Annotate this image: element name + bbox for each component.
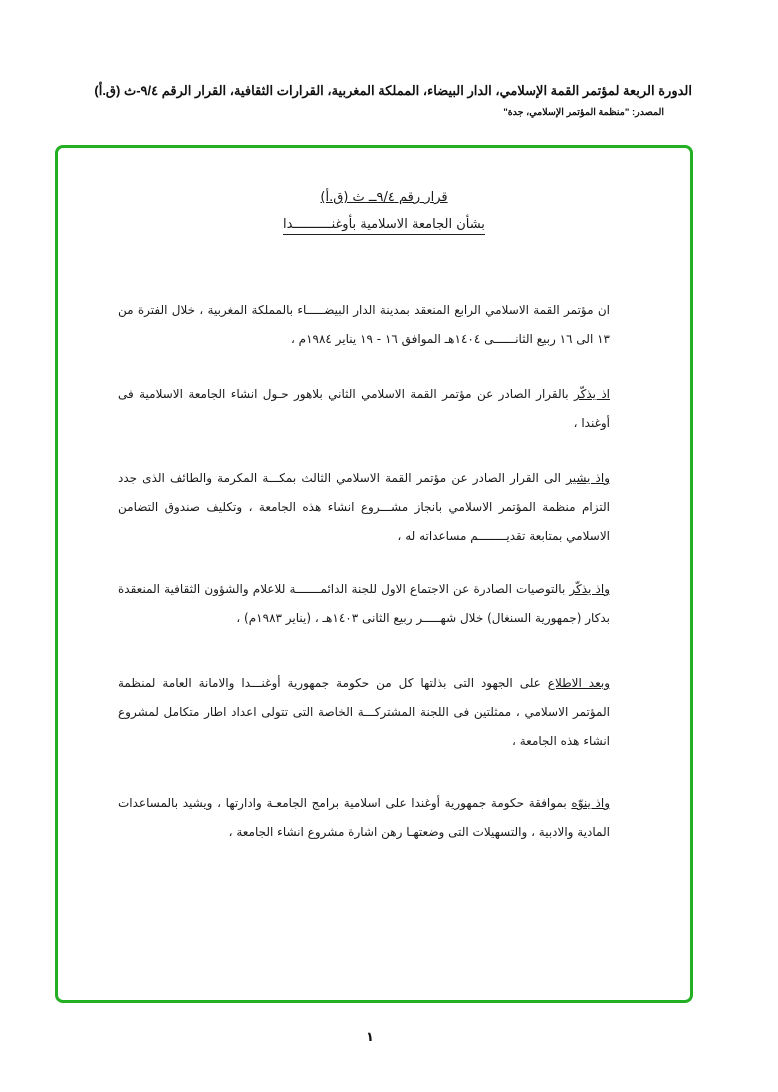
paragraph-recalling-lahore: [118, 380, 610, 438]
paragraph-text: بالتوصيات الصادرة عن الاجتماع الاول للجنة الدائمـــــــة للاعلام والشؤون الثقافية المنعقدة بدكار (جمهورية السنغال) خلال شهـــــر ربيع الثانى ١٤٠٣هـ ، (يناير ١٩٨٣م) ،: [118, 582, 610, 625]
decision-heading: [118, 188, 610, 236]
paragraph-lead: واذ يذكّر: [569, 582, 610, 596]
paragraph-text: بموافقة حكومة جمهورية أوغندا على اسلامية برامج الجامعـة وادارتها ، ويشيد بالمساعدات المادية والادبية ، والتسهيلات التى وضعتهـا رهن اشارة مشروع انشاء الجامعة ،: [118, 796, 610, 839]
paragraph-preamble: [118, 296, 610, 354]
decision-number: قرار رقم ٩/٤ــ ث (ق.أ): [320, 190, 448, 205]
paragraph-referring-mecca: [118, 464, 610, 551]
paragraph-text: على الجهود التى بذلتها كل من حكومة جمهورية أوغنـــدا والامانة العامة لمنظمة المؤتمر الاسلامي ، ممثلتين فى اللجنة المشتركـــة الخاصة التى تتولى اعداد اطار متكامل لمشروع انشاء هذه الجامعة ،: [118, 676, 610, 748]
paragraph-text: الى القرار الصادر عن مؤتمر القمة الاسلامي الثالث بمكـــة المكرمة والطائف الذى جدد التزام منظمة المؤتمر الاسلامي بانجاز مشـــروع انشاء هذه الجامعة ، وتكليف صندوق التضامن الاسلامي بمتابعة تقديــــــــم مساعداته له ،: [118, 471, 610, 543]
header-title: الدورة الربعة لمؤتمر القمة الإسلامي، الدار البيضاء، المملكة المغربية، القرارات الثقافية، القرار الرقم ٩/٤-ث (ق.أ): [94, 83, 692, 98]
paragraph-text: ان مؤتمر القمة الاسلامي الرابع المنعقد بمدينة الدار البيضـــــاء بالمملكة المغربية ، خلال الفترة من ١٣ الى ١٦ ربيع الثانــــــى ١٤٠٤هـ الموافق ١٦ - ١٩ يناير ١٩٨٤م ،: [118, 303, 610, 346]
decision-subject: بشأن الجامعة الاسلامية بأوغنــــــــــدا: [283, 217, 485, 235]
paragraph-lead: واذ ينوّه: [571, 796, 611, 810]
paragraph-lead: اذ يذكّر: [573, 387, 610, 401]
decision-subject-wrapper: [158, 214, 610, 236]
paragraph-lead: وبعد الاطلاع: [547, 676, 610, 690]
document-frame: [55, 145, 693, 1003]
paragraph-lead: واذ يشير: [566, 471, 610, 485]
page-number: ١: [366, 1030, 374, 1045]
scanned-document: [118, 188, 610, 847]
paragraph-reviewing-efforts: [118, 669, 610, 756]
header-source: المصدر: "منظمة المؤتمر الإسلامي، جدة": [503, 107, 664, 118]
paragraph-text: بالقرار الصادر عن مؤتمر القمة الاسلامي الثاني بلاهور حـول انشاء الجامعة الاسلامية فى أوغندا ،: [118, 387, 610, 430]
paragraph-recalling-dakar: [118, 575, 610, 633]
paragraph-noting-approval: [118, 789, 610, 847]
page-header: [60, 82, 692, 120]
